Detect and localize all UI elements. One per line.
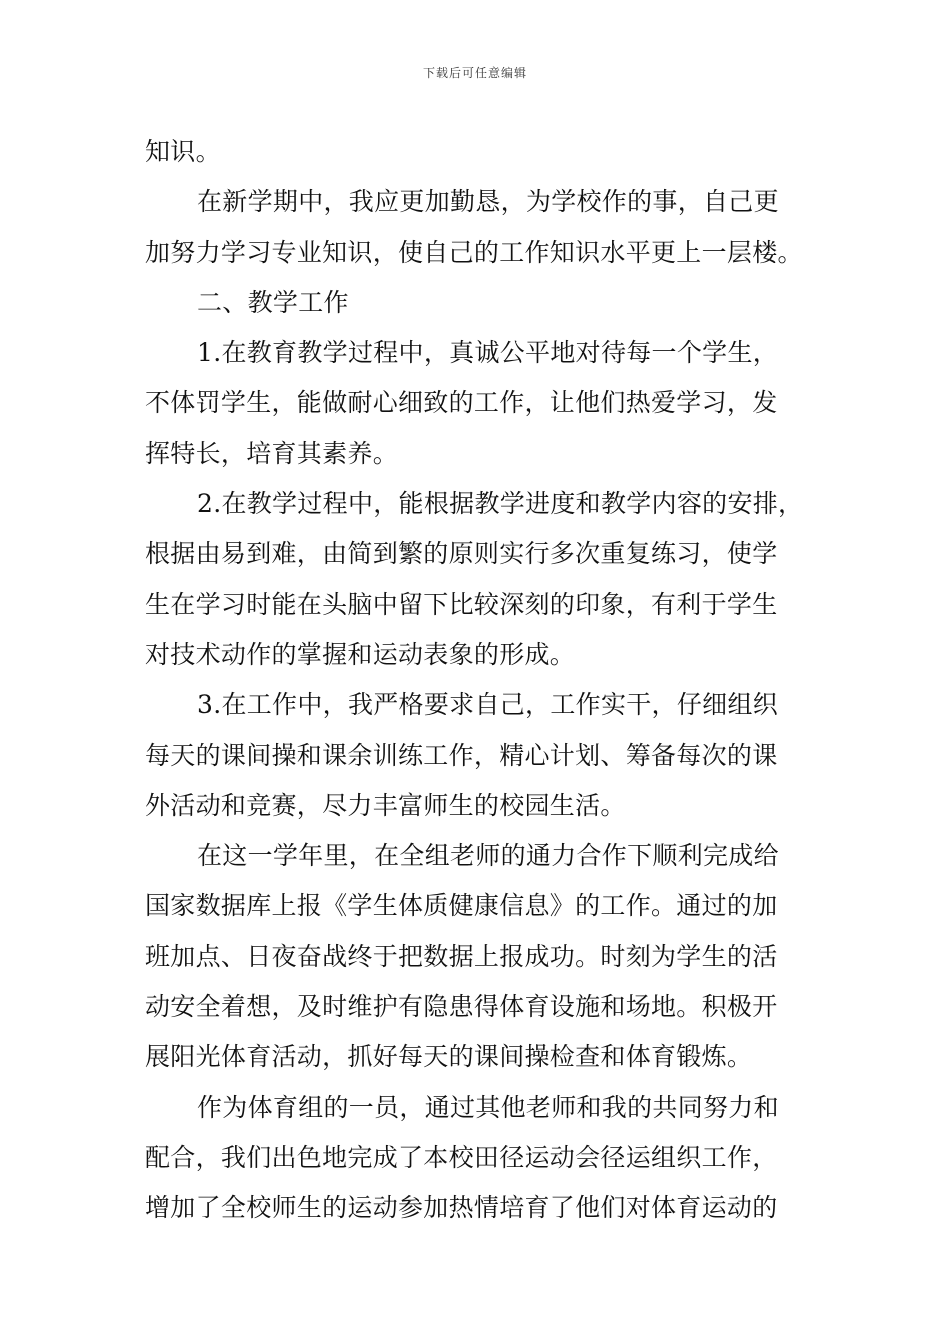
text-line: 配合，我们出色地完成了本校田径运动会径运组织工作，: [145, 1142, 778, 1172]
text-line: 国家数据库上报《学生体质健康信息》的工作。通过的加: [145, 891, 778, 921]
text-line: 知识。: [145, 137, 221, 166]
text-line: 根据由易到难，由简到繁的原则实行多次重复练习，使学: [145, 539, 778, 569]
text-line: 动安全着想，及时维护有隐患得体育设施和场地。积极开: [145, 992, 778, 1022]
section-heading: 二、教学工作: [197, 287, 349, 317]
text-line: 2.在教学过程中，能根据教学进度和教学内容的安排，: [197, 489, 804, 519]
text-line: 增加了全校师生的运动参加热情培育了他们对体育运动的: [145, 1193, 778, 1223]
text-line: 1.在教育教学过程中，真诚公平地对待每一个学生，: [197, 338, 779, 368]
text-line: 生在学习时能在头脑中留下比较深刻的印象，有利于学生: [145, 589, 778, 619]
text-line: 在新学期中，我应更加勤恳，为学校作的事，自己更: [197, 187, 779, 217]
text-line: 不体罚学生，能做耐心细致的工作，让他们热爱学习，发: [145, 388, 778, 418]
text-line: 3.在工作中，我严格要求自己，工作实干，仔细组织: [197, 690, 779, 720]
text-line: 加努力学习专业知识，使自己的工作知识水平更上一层楼。: [145, 237, 803, 267]
text-line: 挥特长，培育其素养。: [145, 438, 399, 468]
text-line: 作为体育组的一员，通过其他老师和我的共同努力和: [197, 1092, 779, 1122]
text-line: 班加点、日夜奋战终于把数据上报成功。时刻为学生的活: [145, 941, 778, 971]
document-body: [145, 127, 825, 1234]
page-header: 下载后可任意编辑: [422, 66, 527, 80]
text-line: 每天的课间操和课余训练工作，精心计划、筹备每次的课: [145, 740, 778, 770]
text-line: 展阳光体育活动，抓好每天的课间操检查和体育锻炼。: [145, 1042, 753, 1072]
text-line: 在这一学年里，在全组老师的通力合作下顺利完成给: [197, 841, 779, 871]
text-line: 对技术动作的掌握和运动表象的形成。: [145, 639, 576, 669]
text-line: 外活动和竞赛，尽力丰富师生的校园生活。: [145, 790, 626, 820]
